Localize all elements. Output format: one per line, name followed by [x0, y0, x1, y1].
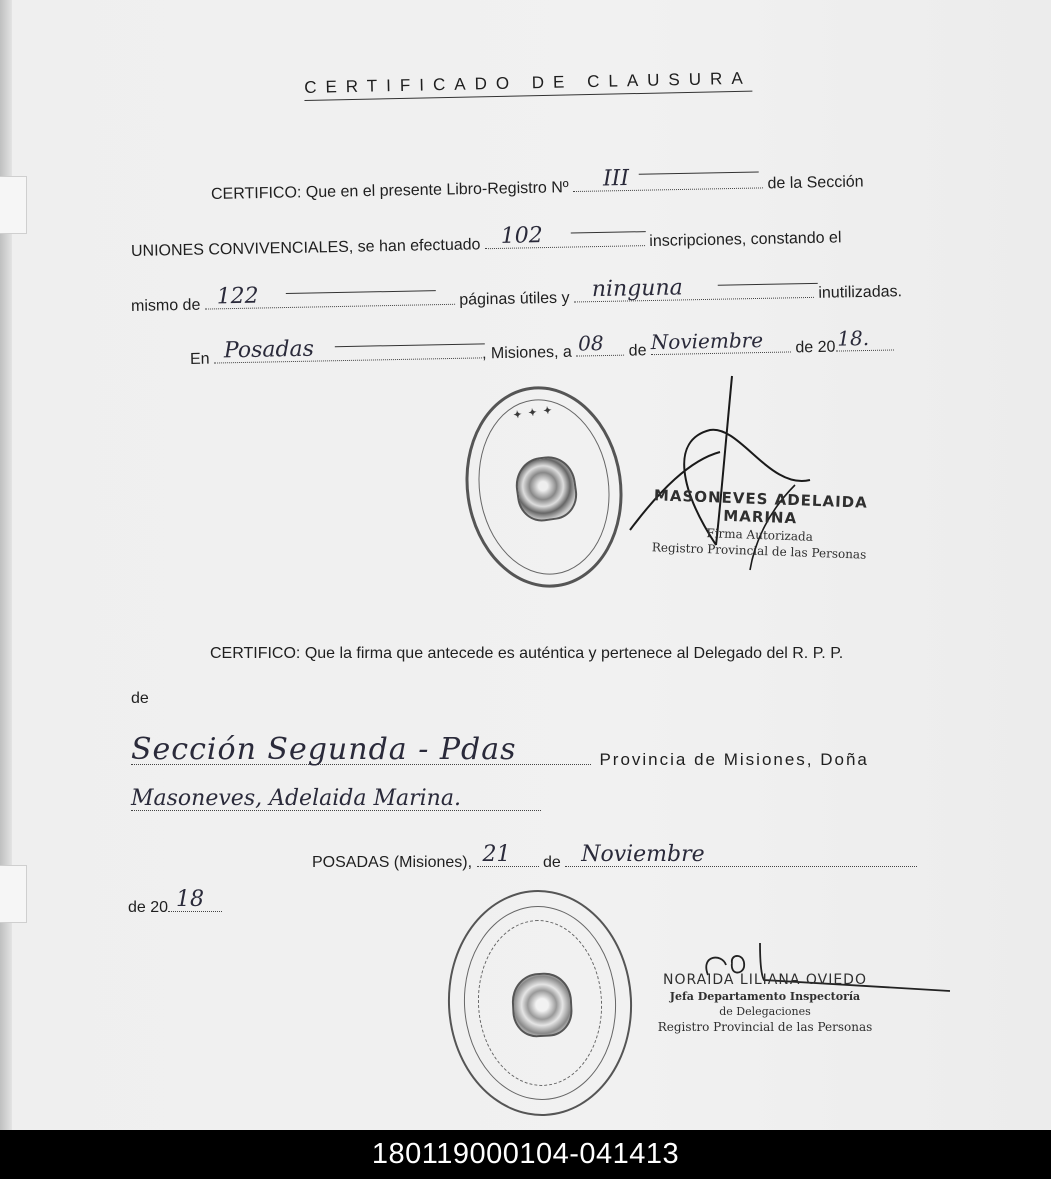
cert2-posadas-text: POSADAS (Misiones),: [312, 854, 473, 871]
cert1-paginas-text: páginas útiles y: [459, 289, 570, 309]
page-tab: [0, 176, 27, 234]
cert1-year-prefix: de 20: [795, 338, 836, 357]
page-tab: [0, 865, 27, 923]
cert2-anio-value: 18: [176, 887, 205, 912]
cert2-dia-field: [477, 842, 539, 867]
seal2-org: Registro Provincial de las Personas: [657, 1020, 873, 1034]
ciudad-value: Posadas: [223, 336, 315, 364]
ministry-seal-stamp: [442, 885, 638, 1120]
cert1-section-text: de la Sección: [767, 173, 864, 193]
cert1-line4: [189, 325, 894, 369]
seal1-org: Registro Provincial de las Personas: [651, 540, 867, 562]
inutilizadas-field: [574, 275, 814, 303]
seal2-text-block: [650, 972, 880, 1034]
cert2-mes-value: Noviembre: [581, 842, 705, 867]
ciudad-field: [214, 336, 482, 364]
cert1-line3: [131, 277, 902, 316]
coat-of-arms-icon: [510, 971, 573, 1038]
libro-number-value: III: [602, 165, 630, 192]
cert2-line4: [131, 786, 541, 816]
inscripciones-value: 102: [500, 223, 543, 249]
cert2-dia-value: 21: [482, 842, 511, 867]
mes-field: [650, 327, 791, 355]
inscripciones-field: [485, 223, 645, 249]
dia-value: 08: [577, 331, 604, 356]
seal1-role: Firma Autorizada: [706, 526, 814, 544]
cert2-line6: [128, 887, 222, 917]
seccion-field: [131, 732, 591, 767]
dia-field: [576, 331, 624, 357]
anio-field: [835, 325, 893, 351]
libro-number-field: [573, 165, 763, 192]
cert1-line2: [131, 223, 842, 261]
official-seal-stamp: ✦ ✦ ✦: [453, 376, 636, 598]
inutilizadas-value: ninguna: [591, 275, 683, 303]
delegado-value: Masoneves, Adelaida Marina.: [131, 786, 461, 811]
cert1-mismo-text: mismo de: [130, 296, 201, 315]
seccion-value: Sección Segunda - Pdas: [131, 732, 517, 767]
cert1-inscripciones-text: inscripciones, constando el: [649, 229, 842, 251]
anio-value: 18.: [837, 325, 870, 351]
binding-edge: [0, 0, 12, 1130]
cert1-en-text: En: [189, 350, 210, 368]
cert2-mes-field: [565, 842, 917, 867]
cert2-provincia-text: Provincia de Misiones, Doña: [599, 750, 869, 769]
cert2-lead-text: CERTIFICO: Que la firma que antecede es auténtica y pertenece al Delegado del R. P. P.: [210, 645, 844, 662]
mes-value: Noviembre: [650, 327, 764, 355]
cert2-line3: [131, 732, 869, 770]
document-id-bar: 180119000104-041413: [0, 1130, 1051, 1179]
seal1-name: MASONEVES ADELAIDA MARINA: [653, 486, 869, 528]
cert1-inutilizadas-text: inutilizadas.: [818, 283, 903, 302]
seal1-text-block: [644, 486, 876, 562]
paginas-value: 122: [216, 283, 259, 310]
paginas-field: [205, 283, 455, 310]
cert2-de2-text: de: [542, 854, 561, 871]
cert1-de-text: de: [628, 342, 647, 360]
delegado-field: [131, 786, 541, 811]
document-title: CERTIFICADO DE CLAUSURA: [304, 69, 752, 101]
cert1-unions-text: UNIONES CONVIVENCIALES, se han efectuado: [130, 236, 481, 260]
cert1-line1: [211, 167, 864, 204]
seal2-role2: de Delegaciones: [719, 1005, 811, 1018]
cert2-line2: [131, 690, 149, 708]
cert2-year-prefix: de 20: [128, 899, 169, 916]
seal2-role: Jefa Departamento Inspectoría: [669, 990, 861, 1003]
cert2-de-text: de: [131, 690, 149, 707]
seal2-name: NORAIDA LILIANA OVIEDO: [663, 972, 867, 988]
cert1-misiones-text: , Misiones, a: [481, 343, 572, 363]
cert2-line5: [312, 842, 917, 872]
cert2-line1: [210, 645, 843, 663]
cert2-anio-field: [168, 887, 222, 912]
cert1-lead-text: CERTIFICO: Que en el presente Libro-Registro Nº: [210, 179, 569, 203]
